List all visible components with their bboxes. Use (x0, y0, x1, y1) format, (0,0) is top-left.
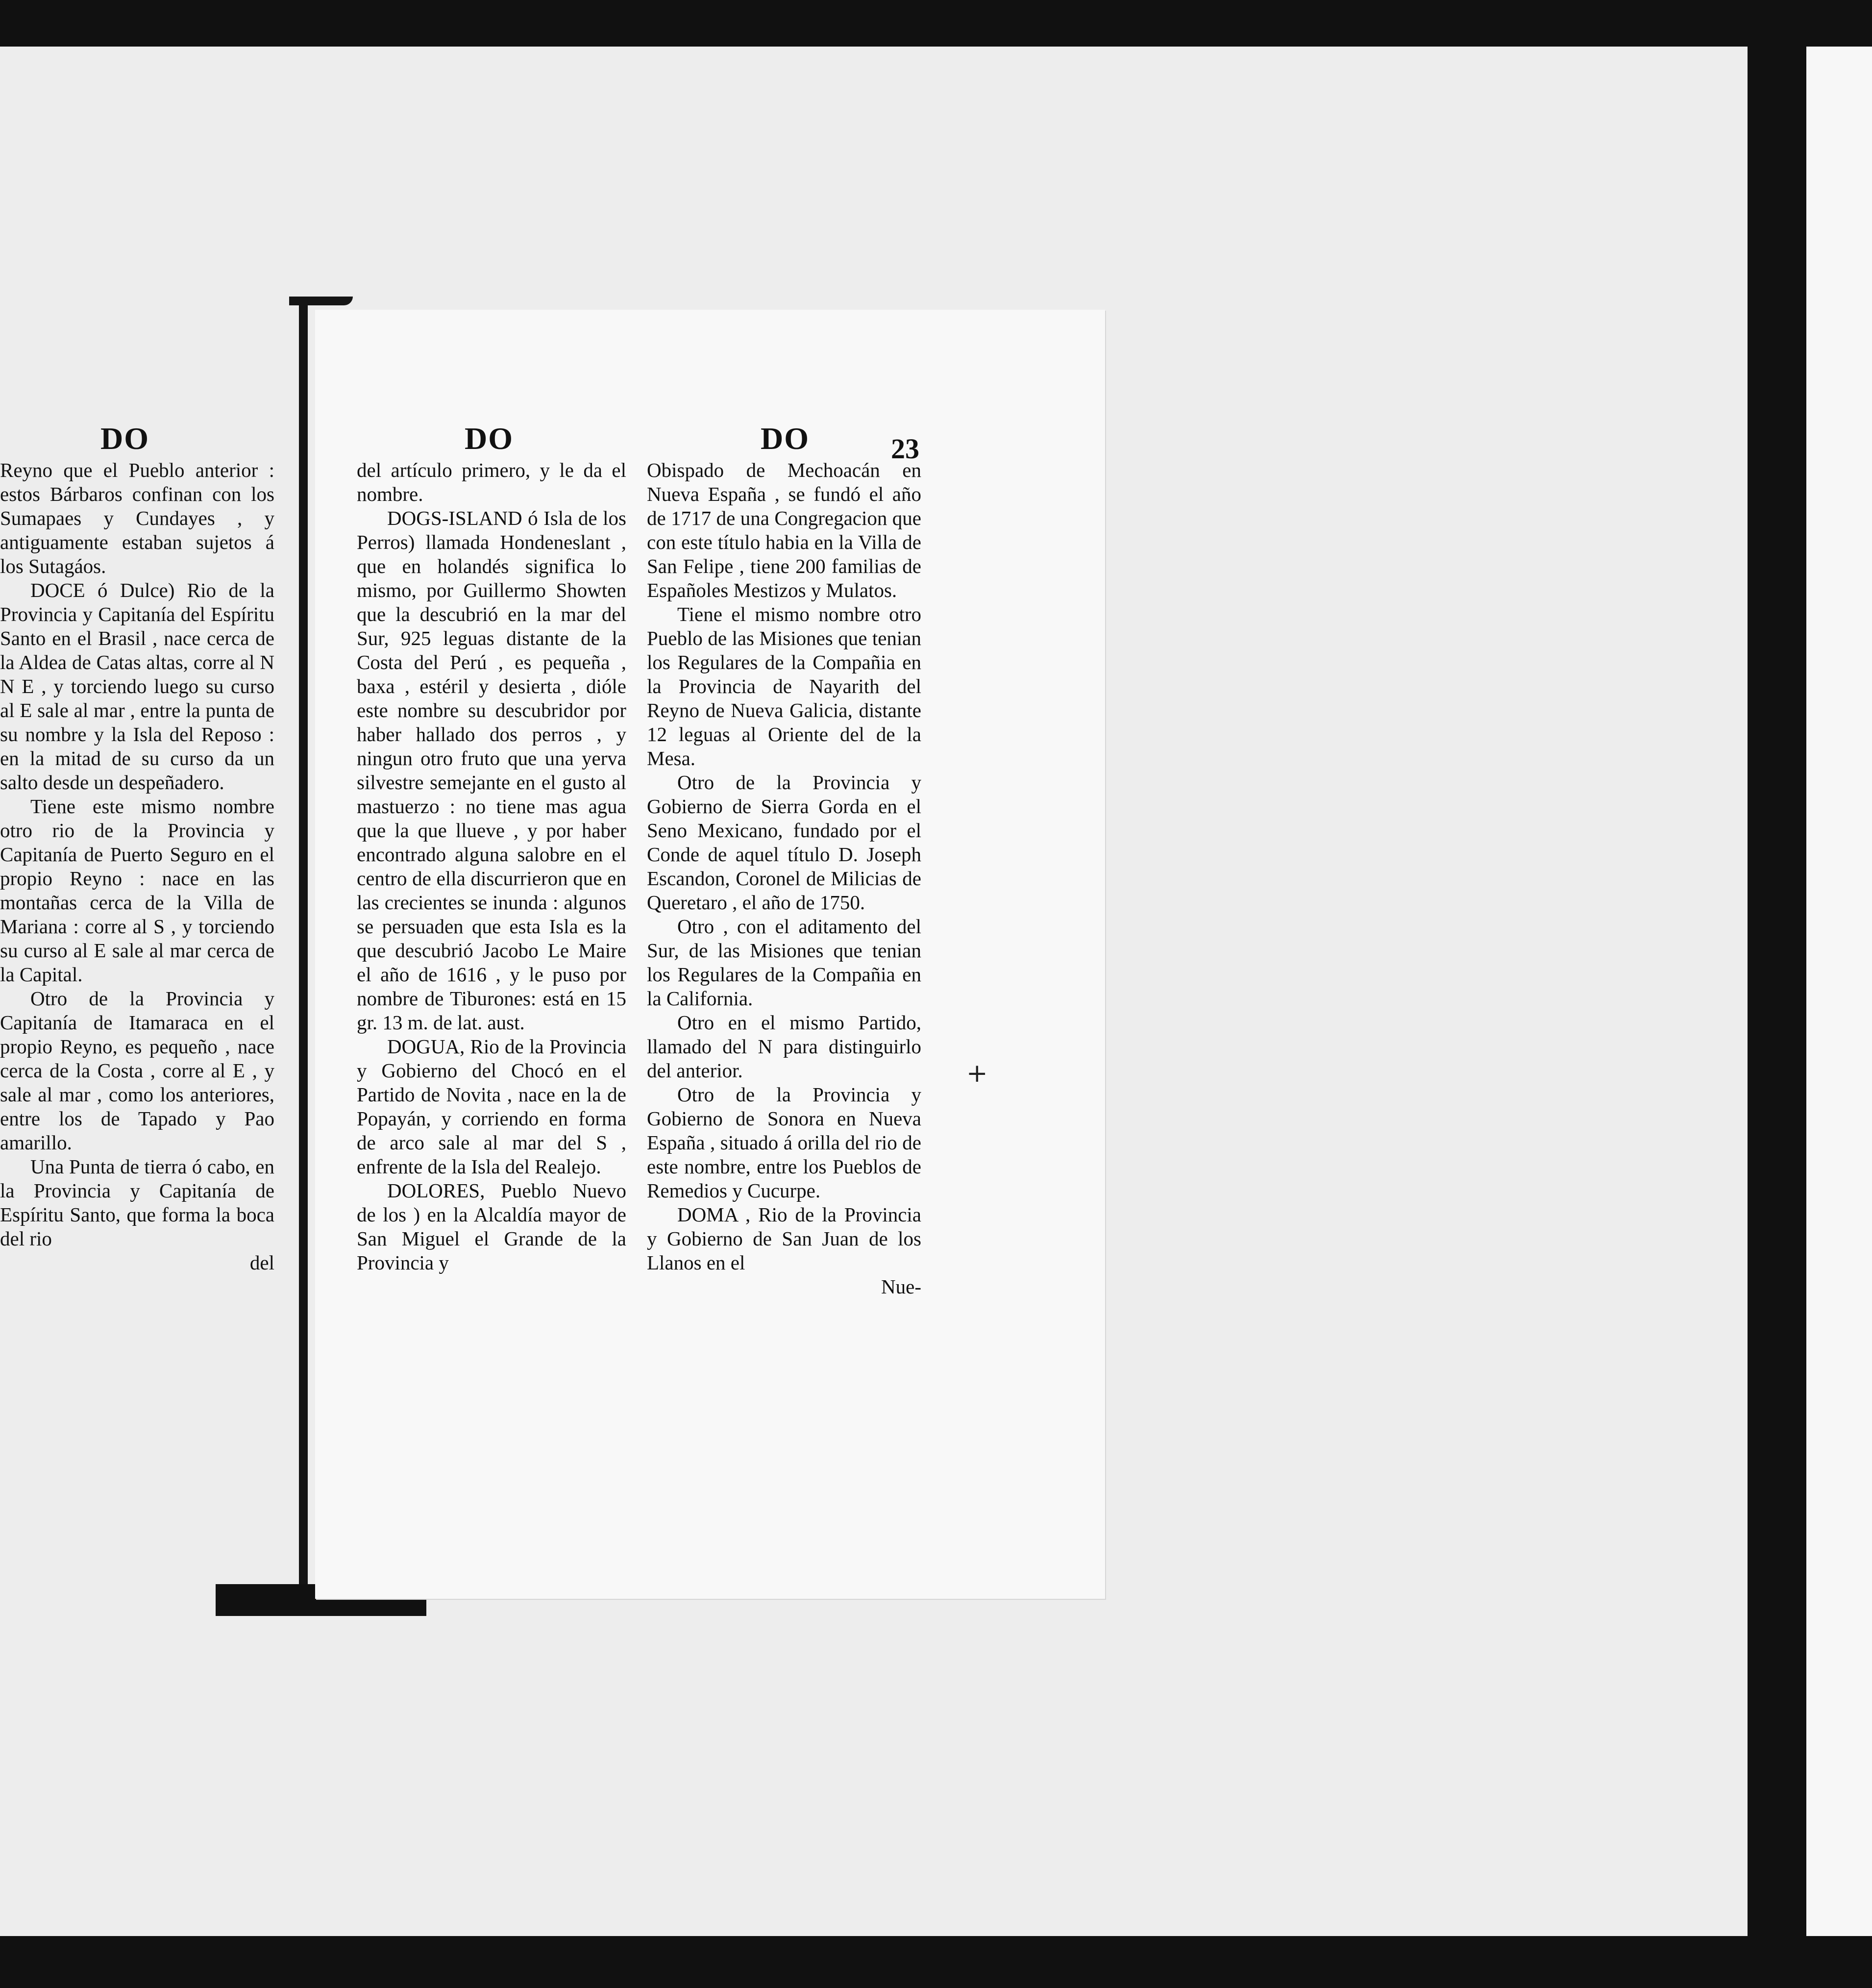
paragraph: Otro en el mismo Partido, llamado del N para distinguirlo del anterior. (647, 1011, 921, 1082)
scan-right-border (1748, 47, 1806, 1936)
paragraph: DOCE ó Dulce) Rio de la Provincia y Capitanía del Espíritu Santo en el Brasil , nace cerca de la Aldea de Catas altas, corre al N N E , y torciendo luego su curso al E sale al mar , entre la punta de su nombre y la Isla del Reposo : en la mitad de su curso da un salto desde un despeñadero. (0, 579, 274, 794)
book-gutter (299, 300, 308, 1584)
paragraph: Obispado de Mechoacán en Nueva España , se fundó el año de 1717 de una Congregacion que con este título habia en la Villa de San Felipe , tiene 200 familias de Españoles Mestizos y Mulatos. (647, 459, 921, 601)
paragraph: DOGS-ISLAND ó Isla de los Perros) llamada Hondeneslant , que en holandés significa lo mismo, por Guillermo Showten que la descubrió en la mar del Sur, 925 leguas distante de la Costa del Perú , es pequeña , baxa , estéril y desierta , dióle este nombre su descubridor por haber hallado dos perros , y ningun otro fruto que una yerva silvestre semejante en el gusto al mastuerzo : no tiene mas agua que la que llueve , y por haber encontrado alguna salobre en el centro de ella discurrieron que en las crecientes se inunda : algunos se persuaden que esta Isla es la que descubrió Jacobo Le Maire el año de 1616 , y le puso por nombre de Tiburones: está en 15 gr. 13 m. de lat. aust. (357, 507, 626, 1034)
right-column-text (647, 458, 921, 1299)
paragraph: DOLORES, Pueblo Nuevo de los ) en la Alcaldía mayor de San Miguel el Grande de la Provincia y (357, 1179, 626, 1274)
middle-column-text (357, 458, 626, 1275)
book-gutter-cap (289, 297, 353, 305)
paragraph: Una Punta de tierra ó cabo, en la Provincia y Capitanía de Espíritu Santo, que forma la boca del rio (0, 1155, 274, 1250)
paragraph: DOGUA, Rio de la Provincia y Gobierno del Chocó en el Partido de Novita , nace en la de Popayán, y corriendo en forma de arco sale al mar del S , enfrente de la Isla del Realejo. (357, 1035, 626, 1178)
page-number: 23 (891, 433, 919, 465)
left-column-text (0, 458, 274, 1275)
paragraph: Otro de la Provincia y Capitanía de Itamaraca en el propio Reyno, es pequeño , nace cerca de la Costa , corre al E , y sale al mar , como los anteriores, entre los de Tapado y Pao amarillo. (0, 987, 274, 1154)
paragraph: del artículo primero, y le da el nombre. (357, 459, 626, 505)
middle-column-header: DO (465, 421, 514, 456)
left-column-header: DO (100, 421, 149, 456)
catchword: del (249, 1251, 274, 1274)
paragraph: DOMA , Rio de la Provincia y Gobierno de San Juan de los Llanos en el (647, 1203, 921, 1274)
paragraph: Otro de la Provincia y Gobierno de Sonora en Nueva España , situado á orilla del rio de este nombre, entre los Pueblos de Remedios y Cucurpe. (647, 1083, 921, 1202)
paragraph: Otro de la Provincia y Gobierno de Sierra Gorda en el Seno Mexicano, fundado por el Conde de aquel título D. Joseph Escandon, Coronel de Milicias de Queretaro , el año de 1750. (647, 771, 921, 914)
right-column-header: DO (761, 421, 810, 456)
scan-top-border (0, 0, 1872, 47)
paragraph: Tiene el mismo nombre otro Pueblo de las Misiones que tenian los Regulares de la Compañia en la Provincia de Nayarith del Reyno de Nueva Galicia, distante 12 leguas al Oriente del de la Mesa. (647, 603, 921, 770)
paragraph: Reyno que el Pueblo anterior : estos Bárbaros confinan con los Sumapaes y Cundayes , y antiguamente estaban sujetos á los Sutagáos. (0, 459, 274, 577)
paragraph: Otro , con el aditamento del Sur, de las Misiones que tenian los Regulares de la Compañia en la California. (647, 915, 921, 1010)
crosshair-mark: + (966, 1059, 988, 1088)
scan-bottom-border (0, 1936, 1872, 1988)
next-page-edge (1806, 47, 1872, 1936)
catchword: Nue- (881, 1275, 921, 1298)
paragraph: Tiene este mismo nombre otro rio de la Provincia y Capitanía de Puerto Seguro en el propio Reyno : nace en las montañas cerca de la Villa de Mariana : corre al S , y torciendo su curso al E sale al mar cerca de la Capital. (0, 795, 274, 986)
